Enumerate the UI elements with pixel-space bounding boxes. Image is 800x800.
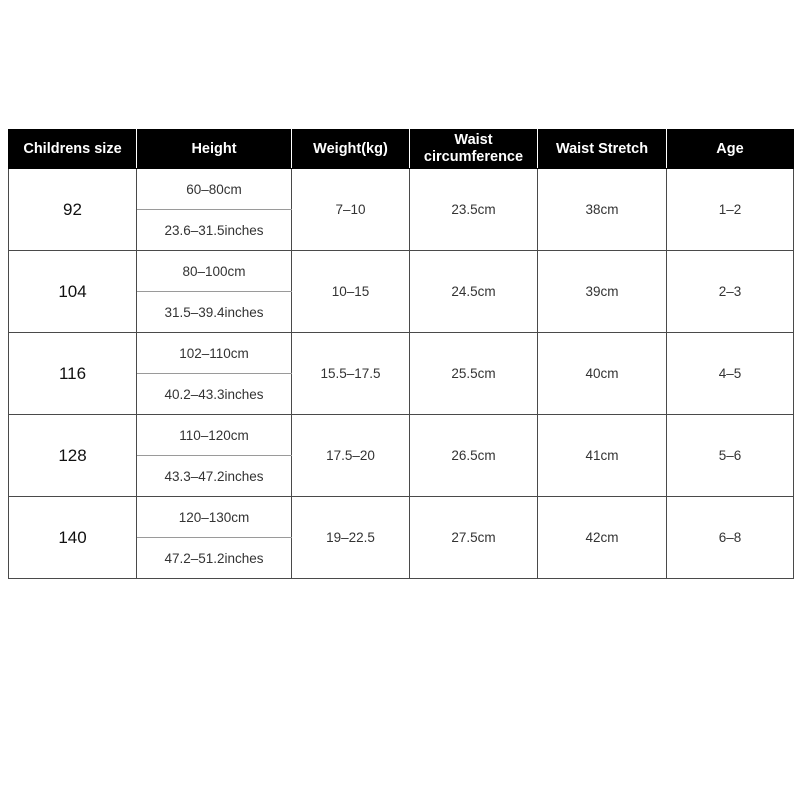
stretch-cell: 40cm [538, 333, 667, 415]
waist-cell: 25.5cm [410, 333, 538, 415]
height-cm-cell: 102–110cm [137, 333, 292, 374]
table-row [9, 497, 794, 538]
height-cm-cell: 60–80cm [137, 169, 292, 210]
height-in-cell: 47.2–51.2inches [137, 538, 292, 579]
size-cell: 116 [9, 333, 137, 415]
size-cell: 140 [9, 497, 137, 579]
table-row [9, 333, 794, 374]
stretch-cell: 39cm [538, 251, 667, 333]
stretch-cell: 42cm [538, 497, 667, 579]
height-in-cell: 23.6–31.5inches [137, 210, 292, 251]
header-row [9, 130, 794, 169]
stretch-cell: 38cm [538, 169, 667, 251]
height-in-cell: 40.2–43.3inches [137, 374, 292, 415]
table-row [9, 415, 794, 456]
height-cm-cell: 80–100cm [137, 251, 292, 292]
size-cell: 92 [9, 169, 137, 251]
age-cell: 5–6 [667, 415, 794, 497]
weight-cell: 19–22.5 [292, 497, 410, 579]
header-height: Height [137, 130, 292, 169]
age-cell: 2–3 [667, 251, 794, 333]
size-chart-table [8, 129, 794, 579]
header-waist-stretch: Waist Stretch [538, 130, 667, 169]
height-in-cell: 43.3–47.2inches [137, 456, 292, 497]
waist-cell: 24.5cm [410, 251, 538, 333]
size-cell: 128 [9, 415, 137, 497]
table-body [9, 169, 794, 579]
size-cell: 104 [9, 251, 137, 333]
table-row [9, 169, 794, 210]
header-size: Childrens size [9, 130, 137, 169]
height-in-cell: 31.5–39.4inches [137, 292, 292, 333]
stretch-cell: 41cm [538, 415, 667, 497]
waist-cell: 23.5cm [410, 169, 538, 251]
waist-cell: 26.5cm [410, 415, 538, 497]
weight-cell: 10–15 [292, 251, 410, 333]
height-cm-cell: 120–130cm [137, 497, 292, 538]
weight-cell: 15.5–17.5 [292, 333, 410, 415]
weight-cell: 17.5–20 [292, 415, 410, 497]
header-waist-circumference: Waist circumference [410, 130, 538, 169]
age-cell: 4–5 [667, 333, 794, 415]
waist-cell: 27.5cm [410, 497, 538, 579]
table-row [9, 251, 794, 292]
age-cell: 6–8 [667, 497, 794, 579]
height-cm-cell: 110–120cm [137, 415, 292, 456]
header-age: Age [667, 130, 794, 169]
table-header [9, 130, 794, 169]
size-chart-container [8, 129, 793, 579]
header-weight: Weight(kg) [292, 130, 410, 169]
age-cell: 1–2 [667, 169, 794, 251]
weight-cell: 7–10 [292, 169, 410, 251]
